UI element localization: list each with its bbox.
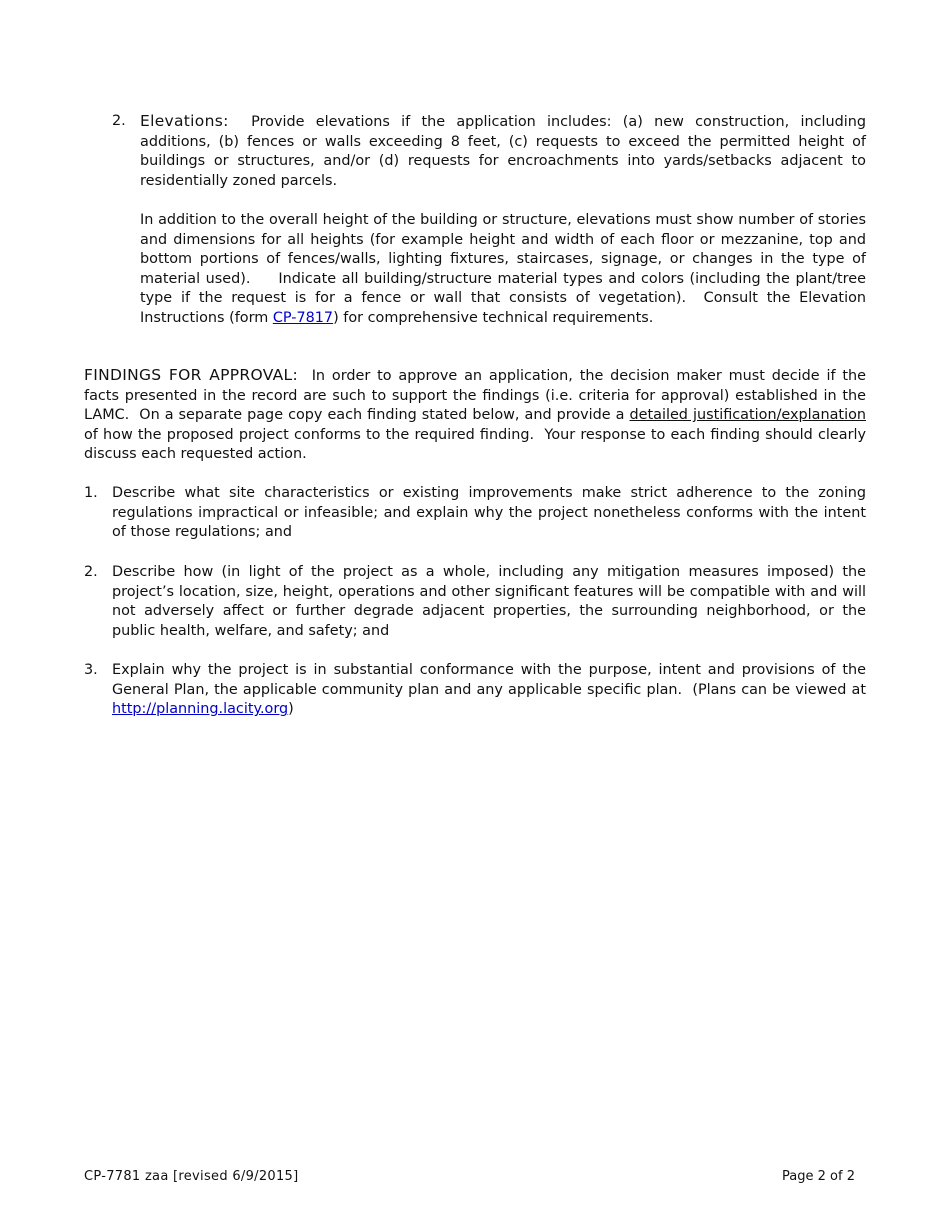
elevations-number: 2.: [112, 113, 126, 129]
finding-number: 2.: [84, 564, 98, 580]
findings-intro-after: of how the proposed project conforms to the required finding. Your response to each finding should clearly discuss each requested action.: [84, 407, 871, 463]
finding-item-3: [84, 661, 871, 720]
form-cp-7817-link[interactable]: CP-7817: [272, 309, 334, 326]
findings-heading: FINDINGS FOR APPROVAL:: [84, 366, 298, 384]
findings-intro-before: In order to approve an application, the decision maker must decide if the facts presented in the record are such to support the findings (i.e. criteria for approval) established in the LAMC. On a separate page copy each finding stated below, and provide a: [84, 368, 871, 424]
finding-number: 1.: [84, 485, 98, 501]
finding-item-2: [84, 563, 866, 641]
footer-form-id: CP-7781 zaa [revised 6/9/2015]: [84, 1169, 299, 1184]
detailed-justification-text: detailed justification/explanation: [629, 407, 866, 424]
elevations-detail-text: In addition to the overall height of the building or structure, elevations must show number of stories and dimensions for all heights (for example height and width of each floor or mezzanine, top and bottom portions of fences/walls, lighting fixtures, staircases, signage, or changes in the type of material used). Indicate all building/structure material types and colors (including the plant/tree type if the request is for a fence or wall that consists of vegetation). Consult the Elevation Instructions (form: [140, 211, 871, 326]
finding-text: [112, 661, 871, 720]
finding-text-end: ): [288, 701, 294, 718]
finding-text: Describe how (in light of the project as a whole, including any mitigation measures imposed) the project’s location, size, height, operations and other significant features will be compatible with and will not adversely affect or further degrade adjacent properties, the surrounding neighborhood, or the public health, welfare, and safety; and: [112, 564, 866, 639]
planning-website-link[interactable]: http://planning.lacity.org: [112, 701, 289, 718]
elevations-heading: Elevations:: [140, 112, 229, 130]
elevations-detail-end: ) for comprehensive technical requirements.: [333, 309, 654, 326]
elevations-detail: [140, 211, 871, 329]
elevations-item: [112, 112, 871, 329]
footer-page-number: Page 2 of 2: [782, 1169, 855, 1184]
findings-intro: [84, 366, 871, 465]
elevations-intro: [140, 112, 866, 191]
finding-item-1: [84, 484, 866, 543]
elevations-intro-text: Provide elevations if the application includes: (a) new construction, including additions, (b) fences or walls exceeding 8 feet, (c) requests to exceed the permitted height of buildings or structures, and/or (d) requests for encroachments into yards/setbacks adjacent to residentially zoned parcels.: [140, 114, 866, 189]
finding-text: Describe what site characteristics or existing improvements make strict adherence to the zoning regulations impractical or infeasible; and explain why the project nonetheless conforms with the intent of those regulations; and: [112, 485, 866, 541]
finding-number: 3.: [84, 662, 98, 678]
finding-text-start: Explain why the project is in substantial conformance with the purpose, intent and provisions of the General Plan, the applicable community plan and any applicable specific plan. (Plans can be viewed at: [112, 662, 871, 698]
